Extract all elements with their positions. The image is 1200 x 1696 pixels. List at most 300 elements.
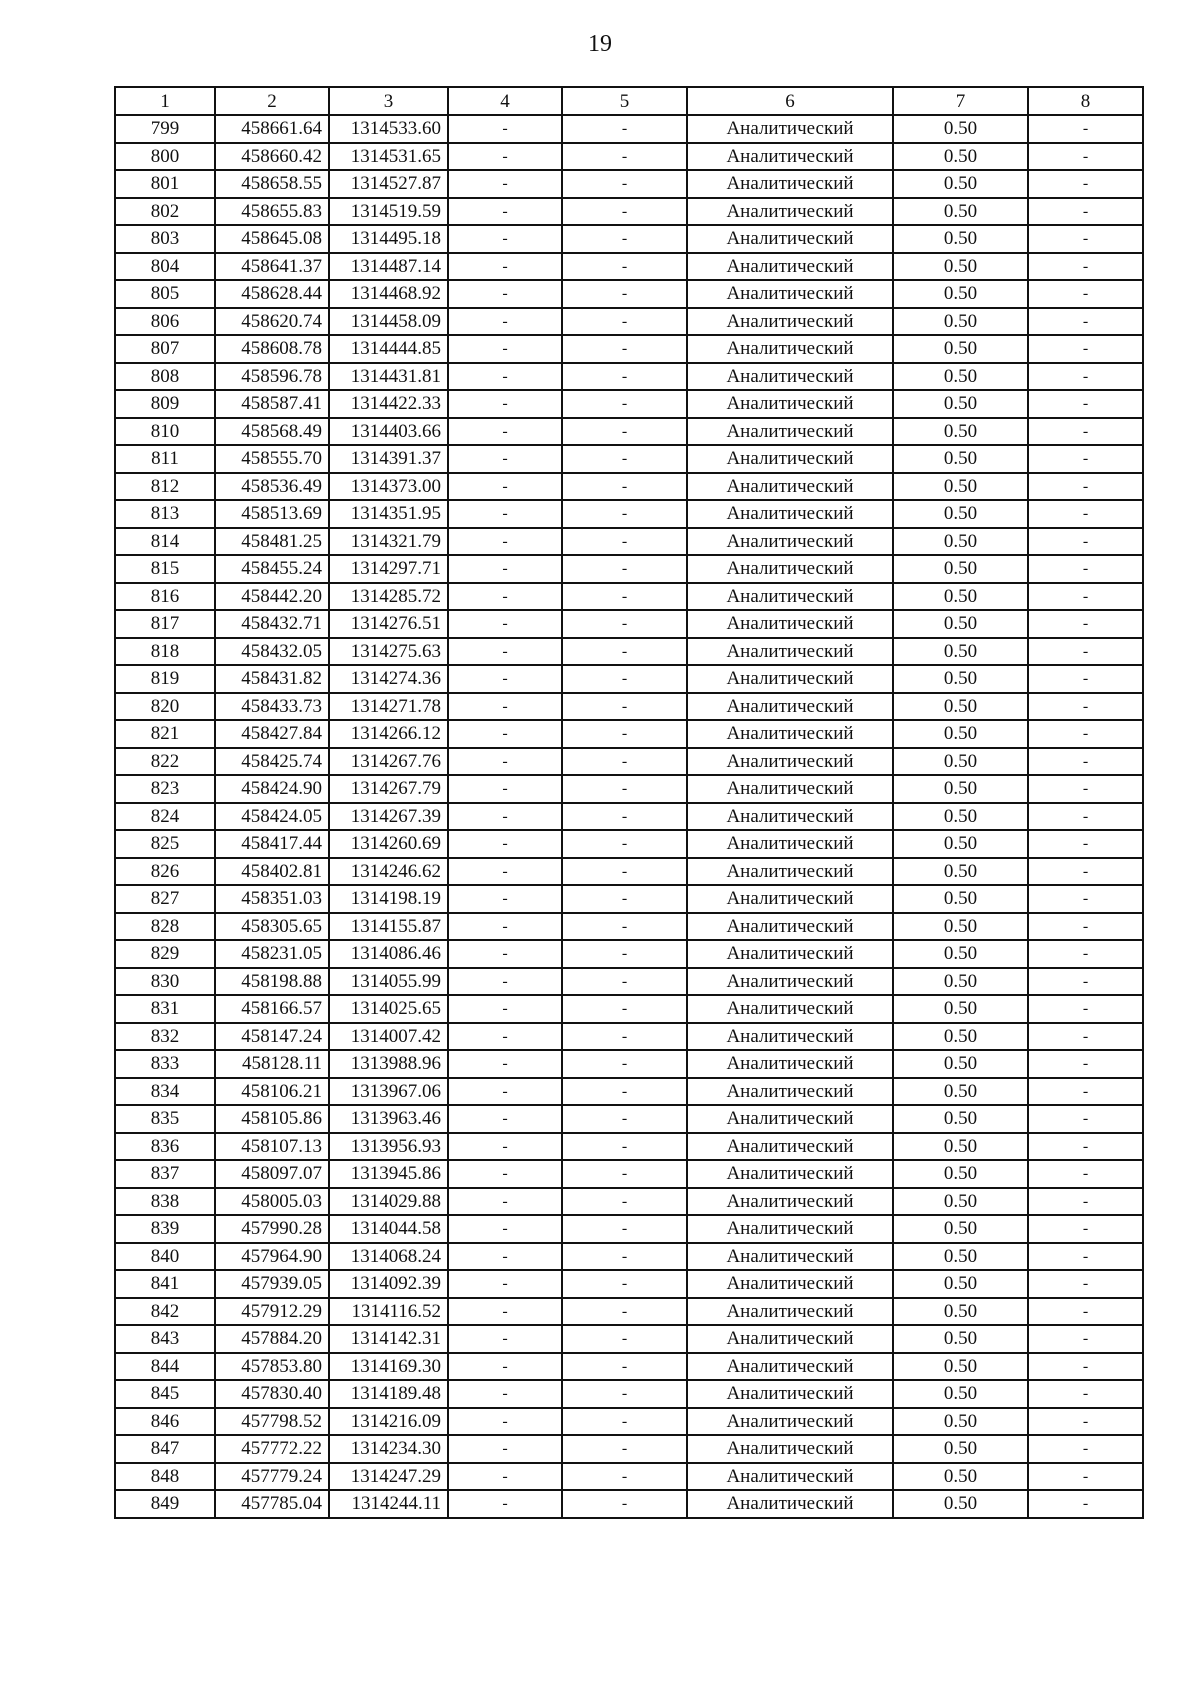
point-number-cell: 809 [115,390,215,418]
y-coordinate-cell: 1314458.09 [329,308,448,336]
column-8-cell: - [1028,1490,1143,1518]
column-5-cell: - [562,143,687,171]
accuracy-cell: 0.50 [893,280,1028,308]
method-cell: Аналитический [687,720,893,748]
accuracy-cell: 0.50 [893,1023,1028,1051]
column-4-cell: - [448,1408,562,1436]
table-row [115,1353,1143,1381]
column-5-cell: - [562,1160,687,1188]
method-cell: Аналитический [687,225,893,253]
y-coordinate-cell: 1314247.29 [329,1463,448,1491]
table-row [115,693,1143,721]
x-coordinate-cell: 457772.22 [215,1435,329,1463]
column-8-cell: - [1028,335,1143,363]
table-row [115,1133,1143,1161]
x-coordinate-cell: 458402.81 [215,858,329,886]
table-body [115,115,1143,1518]
table-row [115,775,1143,803]
y-coordinate-cell: 1314189.48 [329,1380,448,1408]
column-header: 5 [562,87,687,115]
point-number-cell: 816 [115,583,215,611]
column-5-cell: - [562,1188,687,1216]
method-cell: Аналитический [687,1188,893,1216]
x-coordinate-cell: 458005.03 [215,1188,329,1216]
accuracy-cell: 0.50 [893,720,1028,748]
accuracy-cell: 0.50 [893,335,1028,363]
column-4-cell: - [448,1243,562,1271]
point-number-cell: 848 [115,1463,215,1491]
column-4-cell: - [448,775,562,803]
accuracy-cell: 0.50 [893,1215,1028,1243]
point-number-cell: 808 [115,363,215,391]
point-number-cell: 805 [115,280,215,308]
point-number-cell: 835 [115,1105,215,1133]
x-coordinate-cell: 458106.21 [215,1078,329,1106]
y-coordinate-cell: 1314275.63 [329,638,448,666]
point-number-cell: 817 [115,610,215,638]
column-5-cell: - [562,775,687,803]
column-5-cell: - [562,858,687,886]
table-row [115,1050,1143,1078]
column-8-cell: - [1028,115,1143,143]
accuracy-cell: 0.50 [893,968,1028,996]
x-coordinate-cell: 458431.82 [215,665,329,693]
method-cell: Аналитический [687,1133,893,1161]
column-8-cell: - [1028,170,1143,198]
method-cell: Аналитический [687,473,893,501]
point-number-cell: 812 [115,473,215,501]
point-number-cell: 823 [115,775,215,803]
accuracy-cell: 0.50 [893,1463,1028,1491]
column-8-cell: - [1028,143,1143,171]
column-4-cell: - [448,500,562,528]
x-coordinate-cell: 458147.24 [215,1023,329,1051]
method-cell: Аналитический [687,583,893,611]
x-coordinate-cell: 457785.04 [215,1490,329,1518]
column-4-cell: - [448,1105,562,1133]
accuracy-cell: 0.50 [893,1353,1028,1381]
point-number-cell: 799 [115,115,215,143]
method-cell: Аналитический [687,170,893,198]
table-row [115,638,1143,666]
accuracy-cell: 0.50 [893,1188,1028,1216]
y-coordinate-cell: 1314267.76 [329,748,448,776]
column-4-cell: - [448,555,562,583]
column-4-cell: - [448,665,562,693]
column-5-cell: - [562,1408,687,1436]
x-coordinate-cell: 458424.05 [215,803,329,831]
point-number-cell: 838 [115,1188,215,1216]
column-5-cell: - [562,638,687,666]
table-row [115,170,1143,198]
table-row [115,335,1143,363]
column-8-cell: - [1028,720,1143,748]
column-4-cell: - [448,940,562,968]
column-4-cell: - [448,610,562,638]
column-4-cell: - [448,253,562,281]
column-8-cell: - [1028,665,1143,693]
column-4-cell: - [448,363,562,391]
column-4-cell: - [448,830,562,858]
accuracy-cell: 0.50 [893,473,1028,501]
table-row [115,225,1143,253]
column-5-cell: - [562,720,687,748]
column-8-cell: - [1028,748,1143,776]
table-row [115,610,1143,638]
x-coordinate-cell: 457912.29 [215,1298,329,1326]
column-5-cell: - [562,1463,687,1491]
method-cell: Аналитический [687,500,893,528]
y-coordinate-cell: 1314086.46 [329,940,448,968]
y-coordinate-cell: 1314068.24 [329,1243,448,1271]
point-number-cell: 847 [115,1435,215,1463]
table-row [115,1408,1143,1436]
column-8-cell: - [1028,913,1143,941]
y-coordinate-cell: 1313988.96 [329,1050,448,1078]
point-number-cell: 801 [115,170,215,198]
x-coordinate-cell: 458645.08 [215,225,329,253]
y-coordinate-cell: 1314373.00 [329,473,448,501]
method-cell: Аналитический [687,1490,893,1518]
y-coordinate-cell: 1314495.18 [329,225,448,253]
column-8-cell: - [1028,858,1143,886]
point-number-cell: 821 [115,720,215,748]
column-5-cell: - [562,363,687,391]
column-5-cell: - [562,830,687,858]
accuracy-cell: 0.50 [893,610,1028,638]
y-coordinate-cell: 1314116.52 [329,1298,448,1326]
accuracy-cell: 0.50 [893,225,1028,253]
table-row [115,390,1143,418]
method-cell: Аналитический [687,363,893,391]
y-coordinate-cell: 1314527.87 [329,170,448,198]
column-4-cell: - [448,583,562,611]
x-coordinate-cell: 457830.40 [215,1380,329,1408]
column-4-cell: - [448,720,562,748]
x-coordinate-cell: 457779.24 [215,1463,329,1491]
column-4-cell: - [448,1050,562,1078]
point-number-cell: 818 [115,638,215,666]
table-row [115,1023,1143,1051]
column-8-cell: - [1028,1435,1143,1463]
column-5-cell: - [562,170,687,198]
x-coordinate-cell: 458105.86 [215,1105,329,1133]
x-coordinate-cell: 458608.78 [215,335,329,363]
accuracy-cell: 0.50 [893,693,1028,721]
column-8-cell: - [1028,528,1143,556]
column-5-cell: - [562,1380,687,1408]
y-coordinate-cell: 1314285.72 [329,583,448,611]
column-8-cell: - [1028,1050,1143,1078]
method-cell: Аналитический [687,803,893,831]
column-8-cell: - [1028,1215,1143,1243]
x-coordinate-cell: 458536.49 [215,473,329,501]
column-8-cell: - [1028,995,1143,1023]
table-row [115,1435,1143,1463]
method-cell: Аналитический [687,1215,893,1243]
x-coordinate-cell: 458433.73 [215,693,329,721]
accuracy-cell: 0.50 [893,445,1028,473]
column-5-cell: - [562,1023,687,1051]
y-coordinate-cell: 1314431.81 [329,363,448,391]
column-8-cell: - [1028,968,1143,996]
y-coordinate-cell: 1314267.39 [329,803,448,831]
x-coordinate-cell: 457853.80 [215,1353,329,1381]
point-number-cell: 819 [115,665,215,693]
table-row [115,1463,1143,1491]
column-8-cell: - [1028,555,1143,583]
column-4-cell: - [448,390,562,418]
column-8-cell: - [1028,1353,1143,1381]
point-number-cell: 836 [115,1133,215,1161]
accuracy-cell: 0.50 [893,528,1028,556]
column-4-cell: - [448,1188,562,1216]
column-5-cell: - [562,1105,687,1133]
method-cell: Аналитический [687,1023,893,1051]
column-5-cell: - [562,1215,687,1243]
y-coordinate-cell: 1314267.79 [329,775,448,803]
table-row [115,198,1143,226]
point-number-cell: 826 [115,858,215,886]
accuracy-cell: 0.50 [893,1380,1028,1408]
method-cell: Аналитический [687,390,893,418]
point-number-cell: 832 [115,1023,215,1051]
accuracy-cell: 0.50 [893,390,1028,418]
accuracy-cell: 0.50 [893,1160,1028,1188]
y-coordinate-cell: 1314155.87 [329,913,448,941]
method-cell: Аналитический [687,1243,893,1271]
method-cell: Аналитический [687,913,893,941]
method-cell: Аналитический [687,1270,893,1298]
x-coordinate-cell: 458425.74 [215,748,329,776]
accuracy-cell: 0.50 [893,995,1028,1023]
y-coordinate-cell: 1314351.95 [329,500,448,528]
column-4-cell: - [448,445,562,473]
accuracy-cell: 0.50 [893,1325,1028,1353]
method-cell: Аналитический [687,1160,893,1188]
accuracy-cell: 0.50 [893,555,1028,583]
method-cell: Аналитический [687,308,893,336]
y-coordinate-cell: 1314531.65 [329,143,448,171]
y-coordinate-cell: 1314216.09 [329,1408,448,1436]
column-8-cell: - [1028,198,1143,226]
table-row [115,803,1143,831]
table-row [115,1243,1143,1271]
x-coordinate-cell: 458166.57 [215,995,329,1023]
column-5-cell: - [562,913,687,941]
y-coordinate-cell: 1314266.12 [329,720,448,748]
column-4-cell: - [448,638,562,666]
method-cell: Аналитический [687,1408,893,1436]
column-4-cell: - [448,968,562,996]
column-4-cell: - [448,748,562,776]
y-coordinate-cell: 1314244.11 [329,1490,448,1518]
method-cell: Аналитический [687,115,893,143]
y-coordinate-cell: 1314533.60 [329,115,448,143]
column-header: 4 [448,87,562,115]
column-4-cell: - [448,995,562,1023]
column-5-cell: - [562,1270,687,1298]
column-5-cell: - [562,968,687,996]
column-4-cell: - [448,143,562,171]
method-cell: Аналитический [687,665,893,693]
x-coordinate-cell: 458442.20 [215,583,329,611]
point-number-cell: 834 [115,1078,215,1106]
method-cell: Аналитический [687,1325,893,1353]
accuracy-cell: 0.50 [893,308,1028,336]
point-number-cell: 849 [115,1490,215,1518]
column-5-cell: - [562,940,687,968]
table-row [115,555,1143,583]
point-number-cell: 828 [115,913,215,941]
table-row [115,1160,1143,1188]
column-5-cell: - [562,253,687,281]
accuracy-cell: 0.50 [893,858,1028,886]
column-8-cell: - [1028,1463,1143,1491]
column-5-cell: - [562,693,687,721]
accuracy-cell: 0.50 [893,500,1028,528]
point-number-cell: 815 [115,555,215,583]
accuracy-cell: 0.50 [893,115,1028,143]
accuracy-cell: 0.50 [893,1270,1028,1298]
column-8-cell: - [1028,418,1143,446]
x-coordinate-cell: 458432.05 [215,638,329,666]
column-4-cell: - [448,1215,562,1243]
point-number-cell: 803 [115,225,215,253]
table-row [115,968,1143,996]
method-cell: Аналитический [687,1435,893,1463]
x-coordinate-cell: 458455.24 [215,555,329,583]
point-number-cell: 845 [115,1380,215,1408]
table-row [115,528,1143,556]
column-5-cell: - [562,473,687,501]
y-coordinate-cell: 1314029.88 [329,1188,448,1216]
column-5-cell: - [562,1490,687,1518]
table-row [115,830,1143,858]
method-cell: Аналитический [687,198,893,226]
table-row [115,115,1143,143]
column-4-cell: - [448,1490,562,1518]
accuracy-cell: 0.50 [893,1050,1028,1078]
method-cell: Аналитический [687,1105,893,1133]
accuracy-cell: 0.50 [893,913,1028,941]
column-8-cell: - [1028,1325,1143,1353]
column-4-cell: - [448,1435,562,1463]
y-coordinate-cell: 1314142.31 [329,1325,448,1353]
point-number-cell: 846 [115,1408,215,1436]
table-row [115,473,1143,501]
table-row [115,308,1143,336]
x-coordinate-cell: 458628.44 [215,280,329,308]
table-row [115,1078,1143,1106]
accuracy-cell: 0.50 [893,940,1028,968]
method-cell: Аналитический [687,335,893,363]
y-coordinate-cell: 1314169.30 [329,1353,448,1381]
y-coordinate-cell: 1314468.92 [329,280,448,308]
table-header [115,87,1143,115]
method-cell: Аналитический [687,253,893,281]
y-coordinate-cell: 1313945.86 [329,1160,448,1188]
column-5-cell: - [562,445,687,473]
column-5-cell: - [562,1078,687,1106]
accuracy-cell: 0.50 [893,1243,1028,1271]
accuracy-cell: 0.50 [893,143,1028,171]
column-5-cell: - [562,1325,687,1353]
column-8-cell: - [1028,1188,1143,1216]
x-coordinate-cell: 458641.37 [215,253,329,281]
x-coordinate-cell: 458351.03 [215,885,329,913]
column-4-cell: - [448,115,562,143]
point-number-cell: 831 [115,995,215,1023]
column-8-cell: - [1028,610,1143,638]
method-cell: Аналитический [687,638,893,666]
y-coordinate-cell: 1314422.33 [329,390,448,418]
column-8-cell: - [1028,1133,1143,1161]
x-coordinate-cell: 458424.90 [215,775,329,803]
column-8-cell: - [1028,1243,1143,1271]
table-row [115,940,1143,968]
accuracy-cell: 0.50 [893,830,1028,858]
accuracy-cell: 0.50 [893,1435,1028,1463]
column-5-cell: - [562,583,687,611]
x-coordinate-cell: 458555.70 [215,445,329,473]
x-coordinate-cell: 457884.20 [215,1325,329,1353]
column-4-cell: - [448,1270,562,1298]
table-row [115,858,1143,886]
x-coordinate-cell: 458513.69 [215,500,329,528]
column-4-cell: - [448,1133,562,1161]
x-coordinate-cell: 458660.42 [215,143,329,171]
y-coordinate-cell: 1314260.69 [329,830,448,858]
method-cell: Аналитический [687,143,893,171]
column-4-cell: - [448,1353,562,1381]
table-row [115,913,1143,941]
method-cell: Аналитический [687,1050,893,1078]
method-cell: Аналитический [687,995,893,1023]
method-cell: Аналитический [687,775,893,803]
column-5-cell: - [562,308,687,336]
column-5-cell: - [562,1353,687,1381]
column-8-cell: - [1028,390,1143,418]
column-5-cell: - [562,115,687,143]
point-number-cell: 842 [115,1298,215,1326]
column-8-cell: - [1028,445,1143,473]
coordinates-table [114,86,1144,1519]
method-cell: Аналитический [687,968,893,996]
table-row [115,143,1143,171]
y-coordinate-cell: 1314274.36 [329,665,448,693]
point-number-cell: 810 [115,418,215,446]
table-row [115,1298,1143,1326]
x-coordinate-cell: 458427.84 [215,720,329,748]
point-number-cell: 800 [115,143,215,171]
method-cell: Аналитический [687,1353,893,1381]
table-row [115,1380,1143,1408]
column-4-cell: - [448,885,562,913]
column-8-cell: - [1028,253,1143,281]
y-coordinate-cell: 1314055.99 [329,968,448,996]
accuracy-cell: 0.50 [893,198,1028,226]
column-4-cell: - [448,1160,562,1188]
column-5-cell: - [562,500,687,528]
column-5-cell: - [562,1050,687,1078]
x-coordinate-cell: 457964.90 [215,1243,329,1271]
accuracy-cell: 0.50 [893,253,1028,281]
point-number-cell: 833 [115,1050,215,1078]
column-8-cell: - [1028,775,1143,803]
point-number-cell: 827 [115,885,215,913]
table-row [115,1325,1143,1353]
